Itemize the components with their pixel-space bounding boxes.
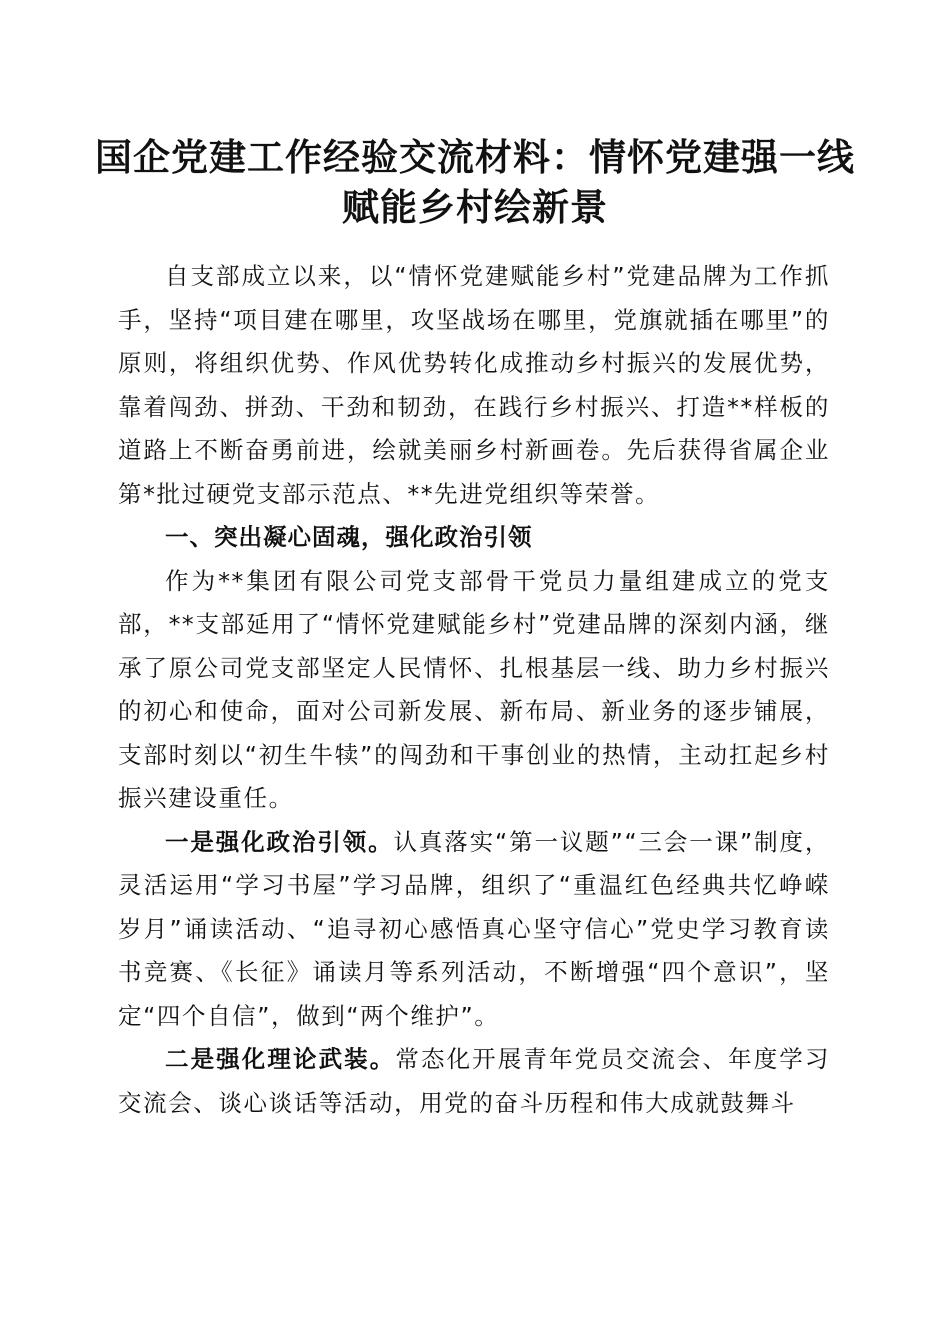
point-lead-2: 二是强化理论武装。 [165,1045,396,1073]
point-text-1: 认真落实“第一议题”“三会一课”制度，灵活运用“学习书屋”学习品牌，组织了“重温红色经典共忆峥嵘岁月”诵读活动、“追寻初心感悟真心坚守信心”党史学习教育读书竞赛、《长征》诵读月等系列活动，不断增强“四个意识”，坚定“四个自信”，做到“两个维护”。 [118,827,830,1030]
section-paragraph: 作为**集团有限公司党支部骨干党员力量组建成立的党支部，**支部延用了“情怀党建赋能乡村”党建品牌的深刻内涵，继承了原公司党支部坚定人民情怀、扎根基层一线、助力乡村振兴的初心和使命，面对公司新发展、新布局、新业务的逐步铺展，支部时刻以“初生牛犊”的闯劲和干事创业的热情，主动扛起乡村振兴建设重任。 [118,566,830,812]
title-line-2: 赋能乡村绘新景 [342,185,608,229]
section-heading: 一、突出凝心固魂，强化政治引领 [165,523,533,551]
title-line-1: 国企党建工作经验交流材料：情怀党建强一线 [95,135,855,179]
intro-paragraph: 自支部成立以来，以“情怀党建赋能乡村”党建品牌为工作抓手，坚持“项目建在哪里，攻坚战场在哪里，党旗就插在哪里”的原则，将组织优势、作风优势转化成推动乡村振兴的发展优势，靠着闯劲、拼劲、干劲和韧劲，在践行乡村振兴、打造**样板的道路上不断奋勇前进，绘就美丽乡村新画卷。先后获得省属企业第*批过硬党支部示范点、**先进党组织等荣誉。 [118,262,830,508]
point-paragraph-2 [118,1038,830,1125]
point-lead-1: 一是强化政治引领。 [165,827,394,856]
document-body [118,255,830,1125]
point-paragraph-1 [118,821,830,1039]
point-text-2: 常态化开展青年党员交流会、年度学习交流会、谈心谈话等活动，用党的奋斗历程和伟大成就鼓舞斗 [118,1045,831,1117]
document-title [80,132,870,232]
